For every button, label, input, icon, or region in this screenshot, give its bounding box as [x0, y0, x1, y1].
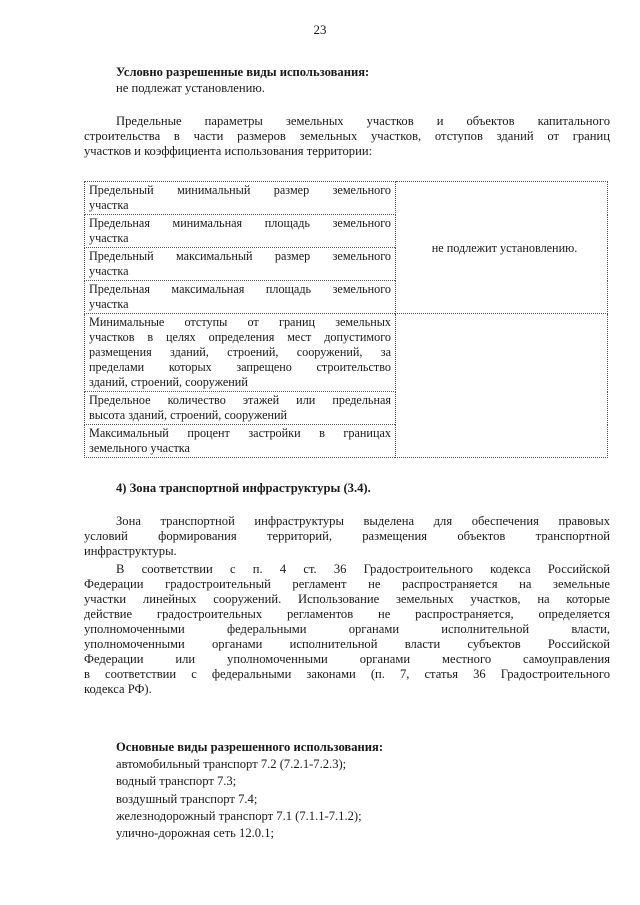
cell-line: Предельный максимальный размер земельного	[89, 249, 391, 263]
list-item: воздушный транспорт 7.4;	[116, 791, 258, 806]
table-cell-label	[85, 248, 396, 281]
cell-line: высота зданий, строений, сооружений	[89, 408, 288, 422]
para-line: инфраструктуры.	[84, 544, 177, 558]
params-table	[84, 181, 608, 458]
para-line: уполномоченными органами исполнительной власти субъектов Российской	[84, 637, 610, 651]
cell-line: Предельное количество этажей или предельная	[89, 393, 391, 407]
page-number: 23	[313, 22, 327, 37]
cell-line: Предельная минимальная площадь земельного	[89, 216, 391, 230]
zone-paragraph-2	[84, 562, 610, 697]
list-item: железнодорожный транспорт 7.1 (7.1.1-7.1.2);	[116, 808, 362, 823]
cell-line: размещения зданий, строений, сооружений, за	[89, 345, 391, 359]
para-line: в соответствии с федеральными законами (п. 7, статья 36 Градостроительного	[84, 667, 610, 681]
cell-line: участка	[89, 297, 129, 311]
zone-heading: 4) Зона транспортной инфраструктуры (3.4).	[116, 481, 371, 495]
table-row	[85, 182, 608, 215]
table-cell-label	[85, 215, 396, 248]
cell-line: участка	[89, 231, 129, 245]
intro-line: строительства в части размеров земельных участков, отступов зданий от границ	[84, 129, 610, 143]
cell-line: участка	[89, 264, 129, 278]
table-cell-label	[85, 182, 396, 215]
cell-line: пределами которых запрещено строительство	[89, 360, 391, 374]
intro-line: участков и коэффициента использования территории:	[84, 144, 373, 158]
cell-line: Максимальный процент застройки в границах	[89, 426, 391, 440]
para-line: Зона транспортной инфраструктуры выделена для обеспечения правовых	[116, 514, 610, 528]
para-line: В соответствии с п. 4 ст. 36 Градостроительного кодекса Российской	[116, 562, 610, 576]
table-cell-label	[85, 425, 396, 458]
cell-line: зданий, строений, сооружений	[89, 375, 248, 389]
para-line: уполномоченными федеральными органами исполнительной власти,	[84, 622, 610, 636]
cell-line: Предельный минимальный размер земельного	[89, 183, 391, 197]
table-cell-label	[85, 314, 396, 392]
table-cell-label	[85, 392, 396, 425]
para-line: кодекса РФ).	[84, 682, 152, 696]
cell-line: Предельная максимальная площадь земельного	[89, 282, 391, 296]
conditional-uses-heading: Условно разрешенные виды использования:	[116, 65, 370, 79]
list-item: автомобильный транспорт 7.2 (7.2.1-7.2.3);	[116, 757, 347, 771]
zone-paragraph-1	[84, 514, 610, 559]
para-line: Федерации градостроительный регламент не распространяется на земельные	[84, 577, 610, 591]
cell-line: Минимальные отступы от границ земельных	[89, 315, 391, 329]
para-line: условий формирования территорий, размещения объектов транспортной	[84, 529, 610, 543]
list-item: улично-дорожная сеть 12.0.1;	[116, 826, 274, 841]
table-row	[85, 314, 608, 392]
cell-line: участка	[89, 198, 129, 212]
main-uses-list	[116, 756, 362, 842]
cell-line: участков в целях определения мест допустимого	[89, 330, 391, 344]
list-item: водный транспорт 7.3;	[116, 774, 237, 789]
intro-line: Предельные параметры земельных участков и объектов капитального	[116, 114, 610, 128]
para-line: Федерации или уполномоченными органами местного самоуправления	[84, 652, 610, 666]
table-cell-empty	[396, 314, 608, 458]
table-cell-value: не подлежит установлению.	[396, 182, 608, 314]
para-line: действие градостроительных регламентов не распространяется, определяется	[84, 607, 610, 621]
para-line: участки линейных сооружений. Использование земельных участков, на которые	[84, 592, 610, 606]
params-intro	[84, 114, 610, 159]
main-uses-heading: Основные виды разрешенного использования:	[116, 740, 384, 754]
cell-line: земельного участка	[89, 441, 190, 455]
table-cell-label	[85, 281, 396, 314]
conditional-uses-text: не подлежат установлению.	[116, 81, 265, 95]
